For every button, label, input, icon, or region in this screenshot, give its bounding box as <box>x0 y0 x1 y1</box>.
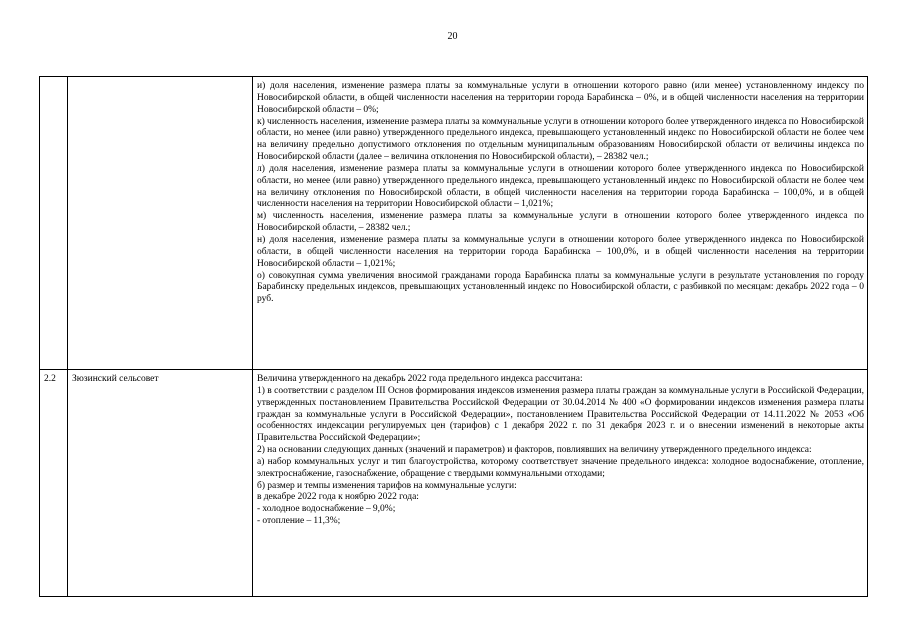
table-row <box>40 77 868 370</box>
description-paragraph: - отопление – 11,3%; <box>257 516 341 527</box>
row-number-cell: 2.2 <box>40 370 68 597</box>
row-number-cell <box>40 77 68 370</box>
description-paragraph: о) совокупная сумма увеличения вносимой гражданами города Барабинска платы за коммунальные услуги в результате установления по городу Барабинску предельных индексов, превышающих установленный индекс по Новосибирской области, с разбивкой по месяцам: декабрь 2022 года – 0 руб. <box>257 270 864 305</box>
description-paragraph: н) доля населения, изменение размера платы за коммунальные услуги в отношении которого более утвержденного индекса по Новосибирской области, в общей численности населения на территории города Барабинска – 100,0%, и в общей численности населения на территории Новосибирской области – 1,021%; <box>257 234 864 269</box>
description-paragraph: - холодное водоснабжение – 9,0%; <box>257 504 396 515</box>
description-paragraph: в декабре 2022 года к ноябрю 2022 года: <box>257 492 419 503</box>
description-cell <box>253 77 868 370</box>
table-body <box>40 77 868 597</box>
municipality-name-cell: Зюзинский сельсовет <box>68 370 253 597</box>
description-paragraph: и) доля населения, изменение размера платы за коммунальные услуги в отношении которого равно (или менее) установленному индексу по Новосибирской области, в общей численности населения на территории города Барабинска – 0%, и в общей численности населения на территории Новосибирской области – 0%; <box>257 81 864 115</box>
description-paragraph: а) набор коммунальных услуг и тип благоустройства, которому соответствует значение предельного индекса: холодное водоснабжение, отопление, электроснабжение, газоснабжение, обращение с твердыми коммунальными отходами; <box>257 456 864 479</box>
table-row <box>40 370 868 597</box>
description-paragraph: 1) в соответствии с разделом III Основ формирования индексов изменения размера платы граждан за коммунальные услуги в Российской Федерации, утвержденных постановлением Правительства Российской Федерации от 30.04.2014 № 400 «О формировании индексов изменения размера платы граждан за коммунальные услуги в Российской Федерации», постановлением Правительства Российской Федерации от 14.11.2022 № 2053 «Об особенностях индексации регулируемых цен (тарифов) с 1 декабря 2022 г. по 31 декабря 2023 г. и о внесении изменений в некоторые акты Правительства Российской Федерации»; <box>257 385 864 444</box>
description-cell <box>253 370 868 597</box>
description-paragraph: б) размер и темпы изменения тарифов на коммунальные услуги: <box>257 480 517 491</box>
report-table <box>39 76 868 597</box>
description-paragraph: 2) на основании следующих данных (значений и параметров) и факторов, повлиявших на величину утвержденного предельного индекса: <box>257 445 812 456</box>
description-paragraph: к) численность населения, изменение размера платы за коммунальные услуги в отношении которого более утвержденного индекса по Новосибирской области, но менее (или равно) утвержденного предельного индекса, превышающего установленный индекс по Новосибирской области не более чем на величину предельно допустимого отклонения по отдельным муниципальным образованиям Новосибирской области от величины индекса по Новосибирской области (далее – величина отклонения по Новосибирской области), – 28382 чел.; <box>257 116 864 163</box>
municipality-name-cell <box>68 77 253 370</box>
description-paragraph: л) доля населения, изменение размера платы за коммунальные услуги в отношении которого более утвержденного индекса по Новосибирской области, но менее (или равно) утвержденного предельного индекса, превышающего установленный индекс по Новосибирской области не более чем на величину отклонения по Новосибирской области, в общей численности населения на территории города Барабинска – 100,0%, и в общей численности населения на территории Новосибирской области – 1,021%; <box>257 163 864 210</box>
description-paragraph: Величина утвержденного на декабрь 2022 года предельного индекса рассчитана: <box>257 374 583 384</box>
description-paragraph: м) численность населения, изменение размера платы за коммунальные услуги в отношении которого более утвержденного индекса по Новосибирской области, – 28382 чел.; <box>257 211 864 234</box>
page-number: 20 <box>447 31 458 42</box>
